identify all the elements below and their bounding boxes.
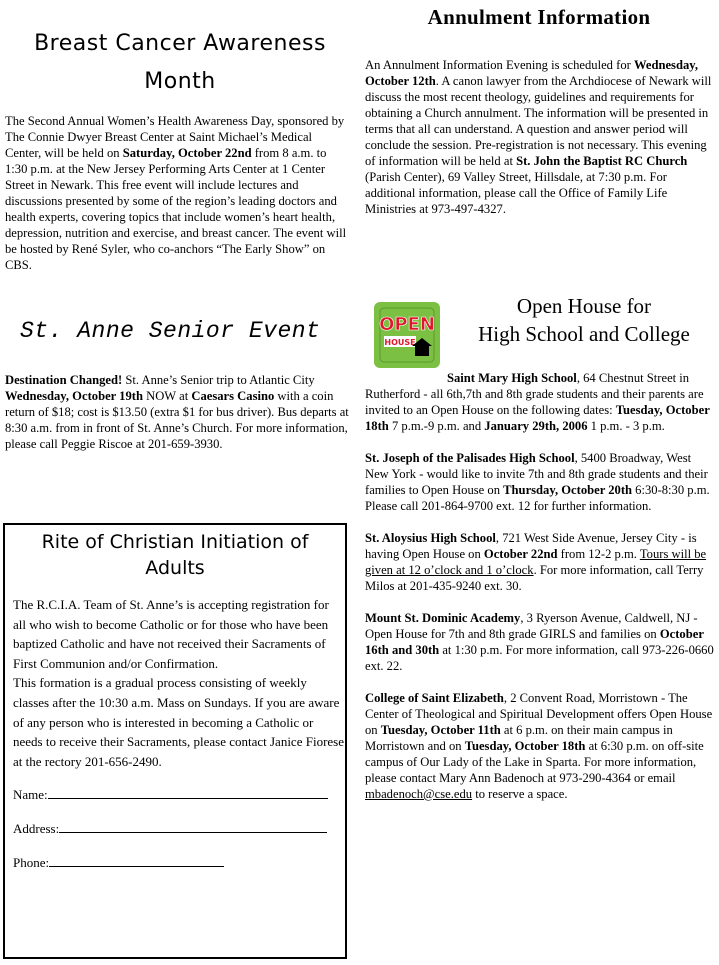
cse-text-3: at 6:30 p.m. on off-site campus of Our Lady of the Lake in Sparta. For more information, please contact Mary Ann Badenoch at 973-290-4364 or email [365, 739, 704, 785]
rcia-name-line [13, 785, 345, 805]
cse-text-2: at 6 p.m. on their main campus in Morristown and on [365, 723, 673, 753]
smhs-text-2: 7 p.m.-9 p.m. and [388, 419, 485, 433]
rcia-name-blank [48, 786, 328, 799]
anne-date: Wednesday, October 19th [5, 389, 143, 403]
rcia-phone-blank [49, 854, 224, 867]
annulment-article [365, 57, 715, 217]
cse-name: College of Saint Elizabeth [365, 691, 504, 705]
rcia-article [13, 595, 345, 872]
msd-paragraph [365, 610, 715, 674]
rcia-phone-line [13, 853, 345, 873]
msd-date: October 16th and 30th [365, 627, 704, 657]
ann-text-1: An Annulment Information Evening is scheduled for [365, 58, 634, 72]
sa-tours: Tours will be given at 12 o’clock and 1 o’clock [365, 547, 707, 577]
breast-cancer-heading-line2: Month [144, 69, 216, 94]
cse-text-4: to reserve a space. [472, 787, 568, 801]
open-icon-text: OPEN [379, 314, 435, 335]
breast-cancer-heading [5, 25, 355, 101]
sa-text-3: . For more information, call Terry Milos at 201-435-9240 ext. 30. [365, 563, 704, 593]
sa-text-2: from 12-2 p.m. [557, 547, 640, 561]
sjp-text-2: 6:30-8:30 p.m. Please call 201-864-9700 ext. 12 for further information. [365, 483, 710, 513]
anne-text-1: St. Anne’s Senior trip to Atlantic City [122, 373, 315, 387]
open-house-article [365, 370, 715, 818]
rcia-address-blank [59, 820, 327, 833]
smhs-date-1: Tuesday, October 18th [365, 403, 710, 433]
anne-text-3: with a coin return of $18; cost is $13.50 (extra $1 for bus driver). Bus departs at 8:30 a.m. from in front of St. Anne’s Church. For more information, please call Peggie Riscoe at 201-659-3930. [5, 389, 349, 451]
rcia-phone-label: Phone: [13, 854, 50, 870]
cse-email-link[interactable]: mbadenoch@cse.edu [365, 787, 473, 801]
msd-text-1: , 3 Ryerson Avenue, Caldwell, NJ - Open House for 7th and 8th grade GIRLS and families on [365, 611, 698, 641]
open-house-heading-line2: High School and College [478, 322, 690, 346]
rcia-name-label: Name: [13, 787, 48, 803]
sjp-date: Thursday, October 20th [503, 483, 633, 497]
sa-text-1: , 721 West Side Avenue, Jersey City - is having Open House on [365, 531, 697, 561]
anne-place: Caesars Casino [191, 389, 275, 403]
rcia-heading [5, 529, 345, 581]
rcia-address-label: Address: [13, 820, 60, 836]
senior-event-article [5, 372, 350, 452]
cse-text-1: , 2 Convent Road, Morristown - The Center of Theological and Spiritual Development offers Open House on [365, 691, 713, 737]
rcia-paragraph-2: This formation is a gradual process consisting of weekly classes after the 10:30 a.m. Mass on Sundays. If you are aware of any person who is interested in becoming a Catholic or needs to receive their Sacraments, please contact Janice Fiorese at the rectory 201-656-2490. [13, 675, 344, 769]
open-house-sign-icon [372, 300, 442, 370]
sjp-name: St. Joseph of the Palisades High School [365, 451, 575, 465]
ann-place: St. John the Baptist RC Church [516, 154, 688, 168]
open-house-heading [452, 292, 716, 348]
senior-event-heading: St. Anne Senior Event [20, 318, 321, 344]
sa-date: October 22nd [483, 547, 558, 561]
cse-paragraph [365, 690, 715, 802]
smhs-name: Saint Mary High School [447, 371, 577, 385]
anne-text-2: NOW at [142, 389, 192, 403]
smhs-text-1: , 64 Chestnut Street in Rutherford - all 6th,7th and 8th grade students and their parents are invited to an Open House on the following dates: [365, 371, 704, 417]
bca-date: Saturday, October 22nd [122, 146, 252, 160]
rcia-paragraph-1: The R.C.I.A. Team of St. Anne’s is accepting registration for all who wish to become Catholic or for those who have been baptized Catholic and have not received their Sacraments of First Communion and/or Confirmation. [13, 597, 329, 671]
anne-lead: Destination Changed! [5, 373, 123, 387]
msd-name: Mount St. Dominic Academy [365, 611, 521, 625]
sjp-paragraph [365, 450, 715, 514]
rcia-heading-line1: Rite of Christian Initiation of [41, 531, 309, 553]
msd-text-2: at 1:30 p.m. For more information, call 973-226-0660 ext. 22. [365, 643, 714, 673]
smhs-text-3: 1 p.m. - 3 p.m. [587, 419, 665, 433]
open-house-heading-line1: Open House for [516, 294, 652, 318]
ann-date: Wednesday, October 12th [365, 58, 699, 88]
rcia-box [3, 523, 347, 959]
house-icon-text: HOUSE [384, 338, 416, 347]
sa-paragraph [365, 530, 715, 594]
ann-text-2: . A canon lawyer from the Archdiocese of Newark will discuss the most recent theology, guidelines and requirements for obtaining a Church annulment. The information will be presented in terms that all can understand. A question and answer period will conclude the session. Pre-registration is not necessary. This evening of information will be held at [365, 74, 712, 168]
ann-text-3: (Parish Center), 69 Valley Street, Hillsdale, at 7:30 p.m. For additional information, please call the Office of Family Life Ministries at 973-497-4327. [365, 170, 668, 216]
bca-text-1: The Second Annual Women’s Health Awareness Day, sponsored by The Connie Dwyer Breast Center at Saint Michael’s Medical Center, will be held on [5, 114, 345, 160]
rcia-address-line [13, 819, 345, 839]
smhs-paragraph [365, 370, 715, 434]
sa-name: St. Aloysius High School [365, 531, 496, 545]
breast-cancer-article [5, 113, 350, 273]
annulment-heading: Annulment Information [427, 5, 651, 29]
smhs-date-2: January 29th, 2006 [484, 419, 588, 433]
rcia-heading-line2: Adults [145, 557, 205, 579]
breast-cancer-heading-line1: Breast Cancer Awareness [34, 31, 326, 56]
sjp-text-1: , 5400 Broadway, West New York - would like to invite 7th and 8th grade students and their families to Open House on [365, 451, 708, 497]
cse-date-1: Tuesday, October 11th [380, 723, 501, 737]
bca-text-2: from 8 a.m. to 1:30 p.m. at the New Jersey Performing Arts Center at 1 Center Street in Newark. This free event will include lectures and discussions presented by some of the region’s leading doctors and health experts, covering topics that include women’s heart health, depression, nutrition and exercise, and breast cancer. The event will be hosted by René Syler, who co-anchors “The Early Show” on CBS. [5, 146, 347, 272]
cse-date-2: Tuesday, October 18th [464, 739, 586, 753]
